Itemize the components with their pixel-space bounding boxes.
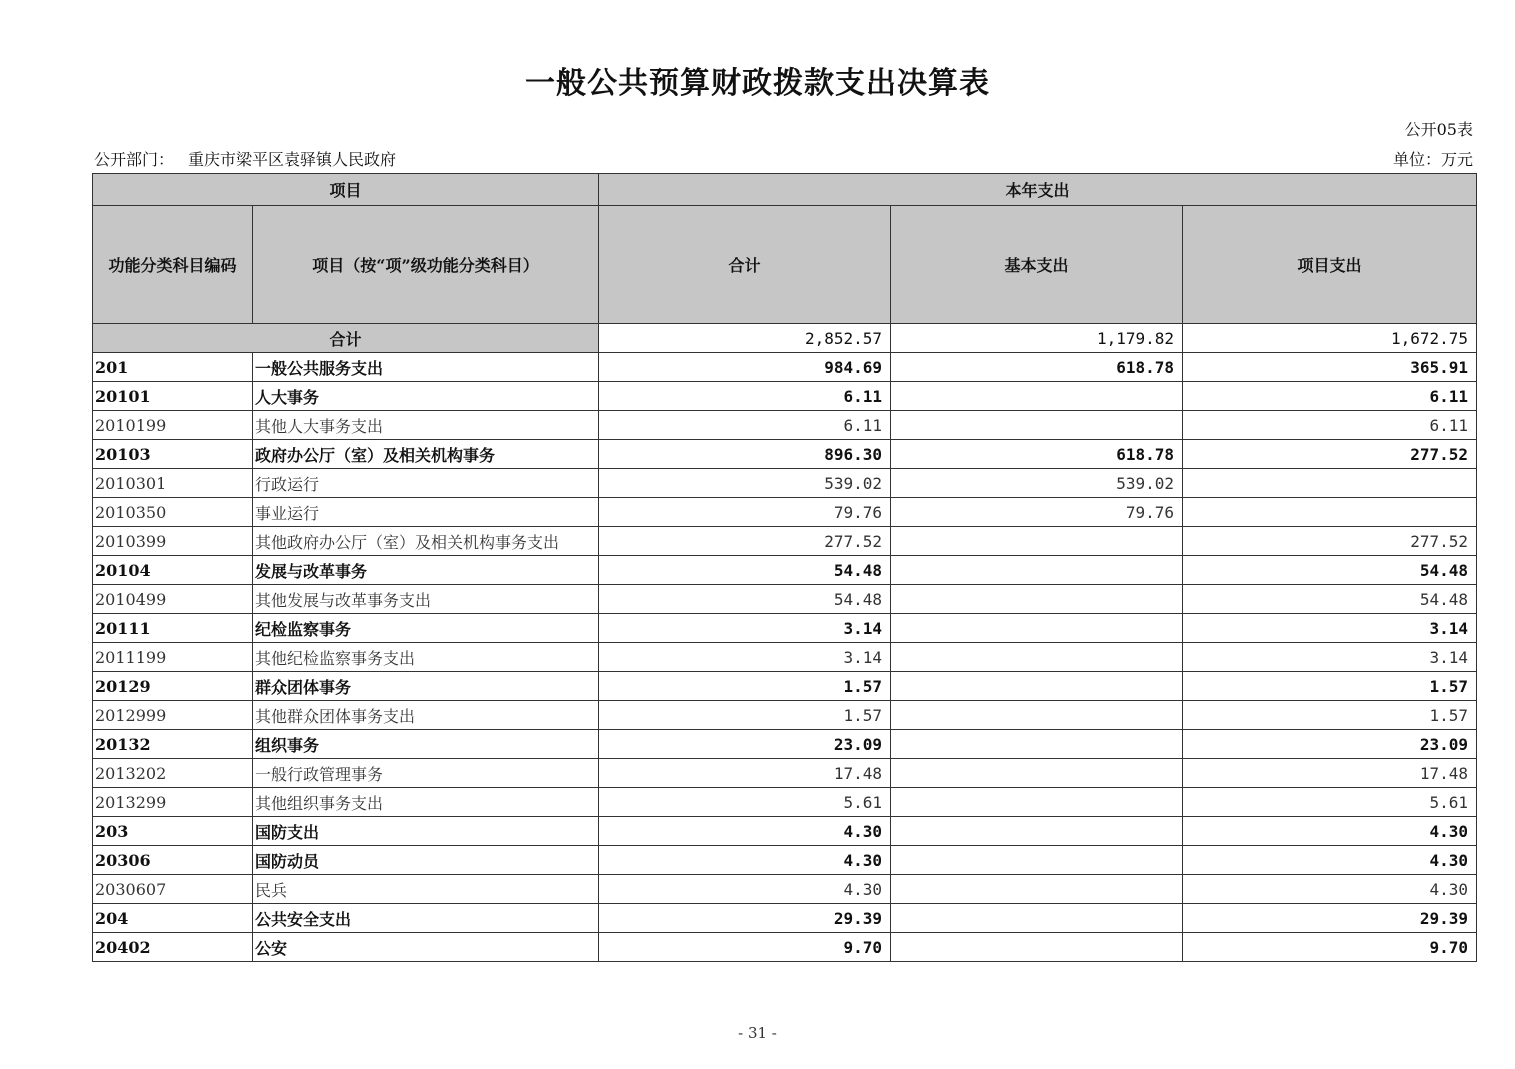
row-total: 54.48 [599, 556, 891, 585]
row-total: 3.14 [599, 643, 891, 672]
row-name: 其他政府办公厅（室）及相关机构事务支出 [253, 527, 599, 556]
expenditure-table [92, 173, 1477, 962]
row-project: 29.39 [1183, 904, 1477, 933]
table-row [93, 672, 1477, 701]
table-row [93, 701, 1477, 730]
row-code: 2011199 [93, 643, 253, 672]
row-total: 4.30 [599, 817, 891, 846]
unit-label: 单位：万元 [1392, 150, 1473, 169]
header-item-detail: 项目（按“项”级功能分类科目） [253, 206, 599, 324]
row-basic [891, 411, 1183, 440]
row-basic: 79.76 [891, 498, 1183, 527]
table-row [93, 498, 1477, 527]
row-basic [891, 701, 1183, 730]
row-code: 2010399 [93, 527, 253, 556]
row-code: 201 [93, 353, 253, 382]
total-row-basic: 1,179.82 [891, 324, 1183, 353]
table-row [93, 875, 1477, 904]
row-code: 20132 [93, 730, 253, 759]
row-name: 国防动员 [253, 846, 599, 875]
row-name: 其他组织事务支出 [253, 788, 599, 817]
table-row [93, 817, 1477, 846]
row-project [1183, 498, 1477, 527]
row-name: 政府办公厅（室）及相关机构事务 [253, 440, 599, 469]
row-code: 20402 [93, 933, 253, 962]
row-basic [891, 875, 1183, 904]
row-project: 3.14 [1183, 614, 1477, 643]
department-label: 公开部门： [94, 150, 175, 169]
row-project: 4.30 [1183, 817, 1477, 846]
row-project: 1.57 [1183, 701, 1477, 730]
row-name: 组织事务 [253, 730, 599, 759]
row-total: 4.30 [599, 875, 891, 904]
row-project: 4.30 [1183, 846, 1477, 875]
header-item: 项目 [93, 174, 599, 206]
row-code: 204 [93, 904, 253, 933]
row-total: 6.11 [599, 382, 891, 411]
row-total: 5.61 [599, 788, 891, 817]
row-project: 4.30 [1183, 875, 1477, 904]
table-row [93, 382, 1477, 411]
table-row [93, 469, 1477, 498]
row-total: 23.09 [599, 730, 891, 759]
row-project: 1.57 [1183, 672, 1477, 701]
row-project: 9.70 [1183, 933, 1477, 962]
row-code: 20103 [93, 440, 253, 469]
header-basic: 基本支出 [891, 206, 1183, 324]
row-name: 公共安全支出 [253, 904, 599, 933]
row-project: 17.48 [1183, 759, 1477, 788]
table-row [93, 585, 1477, 614]
row-name: 其他发展与改革事务支出 [253, 585, 599, 614]
row-basic [891, 382, 1183, 411]
row-total: 9.70 [599, 933, 891, 962]
row-total: 54.48 [599, 585, 891, 614]
table-row [93, 643, 1477, 672]
row-project: 23.09 [1183, 730, 1477, 759]
row-code: 20306 [93, 846, 253, 875]
row-total: 1.57 [599, 672, 891, 701]
total-row-total: 2,852.57 [599, 324, 891, 353]
row-total: 984.69 [599, 353, 891, 382]
row-basic [891, 672, 1183, 701]
row-total: 6.11 [599, 411, 891, 440]
table-row [93, 846, 1477, 875]
row-project: 54.48 [1183, 585, 1477, 614]
department-name: 重庆市梁平区袁驿镇人民政府 [188, 150, 397, 169]
table-row [93, 527, 1477, 556]
row-total: 277.52 [599, 527, 891, 556]
page-number: - 31 - [738, 1024, 777, 1042]
table-row [93, 933, 1477, 962]
row-basic [891, 904, 1183, 933]
row-code: 2013299 [93, 788, 253, 817]
row-code: 2010499 [93, 585, 253, 614]
row-name: 民兵 [253, 875, 599, 904]
row-total: 29.39 [599, 904, 891, 933]
row-code: 20101 [93, 382, 253, 411]
row-code: 20104 [93, 556, 253, 585]
row-basic: 618.78 [891, 440, 1183, 469]
row-basic [891, 585, 1183, 614]
row-total: 3.14 [599, 614, 891, 643]
row-basic [891, 788, 1183, 817]
row-basic [891, 759, 1183, 788]
row-project: 277.52 [1183, 527, 1477, 556]
row-total: 539.02 [599, 469, 891, 498]
row-code: 2010301 [93, 469, 253, 498]
row-name: 其他人大事务支出 [253, 411, 599, 440]
row-basic [891, 846, 1183, 875]
table-row [93, 353, 1477, 382]
table-row [93, 730, 1477, 759]
header-current-year: 本年支出 [599, 174, 1477, 206]
header-total: 合计 [599, 206, 891, 324]
total-row-label: 合计 [93, 324, 599, 353]
row-name: 人大事务 [253, 382, 599, 411]
row-basic [891, 556, 1183, 585]
row-basic [891, 614, 1183, 643]
row-name: 其他群众团体事务支出 [253, 701, 599, 730]
table-row [93, 614, 1477, 643]
row-code: 2012999 [93, 701, 253, 730]
row-code: 2010199 [93, 411, 253, 440]
row-name: 群众团体事务 [253, 672, 599, 701]
table-row [93, 411, 1477, 440]
table-row [93, 788, 1477, 817]
row-basic [891, 730, 1183, 759]
table-row [93, 759, 1477, 788]
row-code: 20111 [93, 614, 253, 643]
row-name: 一般公共服务支出 [253, 353, 599, 382]
row-total: 896.30 [599, 440, 891, 469]
row-name: 行政运行 [253, 469, 599, 498]
row-basic: 618.78 [891, 353, 1183, 382]
table-row [93, 904, 1477, 933]
row-code: 20129 [93, 672, 253, 701]
row-total: 17.48 [599, 759, 891, 788]
row-project: 54.48 [1183, 556, 1477, 585]
table-row [93, 556, 1477, 585]
row-project: 6.11 [1183, 382, 1477, 411]
row-basic [891, 643, 1183, 672]
row-code: 2030607 [93, 875, 253, 904]
row-project: 365.91 [1183, 353, 1477, 382]
row-project [1183, 469, 1477, 498]
header-project: 项目支出 [1183, 206, 1477, 324]
row-total: 1.57 [599, 701, 891, 730]
row-basic: 539.02 [891, 469, 1183, 498]
row-project: 5.61 [1183, 788, 1477, 817]
header-code: 功能分类科目编码 [93, 206, 253, 324]
department-line [94, 147, 396, 170]
row-code: 2010350 [93, 498, 253, 527]
table-row [93, 440, 1477, 469]
row-name: 公安 [253, 933, 599, 962]
row-name: 发展与改革事务 [253, 556, 599, 585]
row-project: 3.14 [1183, 643, 1477, 672]
row-basic [891, 817, 1183, 846]
row-total: 4.30 [599, 846, 891, 875]
row-code: 203 [93, 817, 253, 846]
row-name: 国防支出 [253, 817, 599, 846]
row-code: 2013202 [93, 759, 253, 788]
row-name: 纪检监察事务 [253, 614, 599, 643]
row-name: 其他纪检监察事务支出 [253, 643, 599, 672]
form-number: 公开05表 [1404, 120, 1473, 139]
row-name: 一般行政管理事务 [253, 759, 599, 788]
row-total: 79.76 [599, 498, 891, 527]
row-basic [891, 527, 1183, 556]
row-basic [891, 933, 1183, 962]
row-project: 6.11 [1183, 411, 1477, 440]
page-title: 一般公共预算财政拨款支出决算表 [525, 66, 990, 101]
row-project: 277.52 [1183, 440, 1477, 469]
row-name: 事业运行 [253, 498, 599, 527]
total-row-project: 1,672.75 [1183, 324, 1477, 353]
